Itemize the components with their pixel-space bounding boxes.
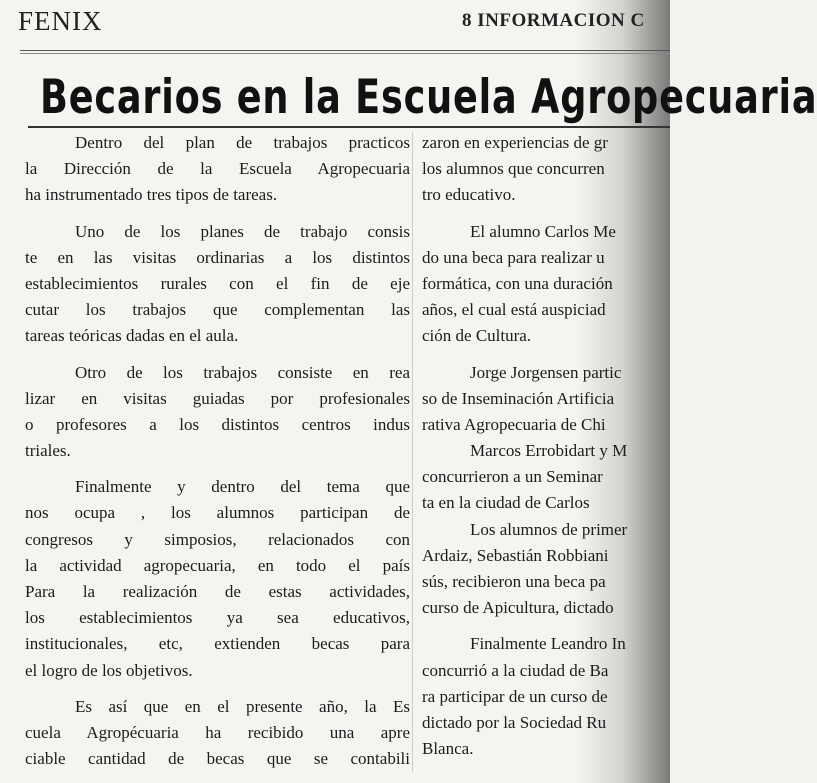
article-text-line: Blanca. — [422, 739, 474, 759]
article-text-line: ción de Cultura. — [422, 326, 532, 346]
article-text-line: dictado por la Sociedad Ru — [422, 712, 607, 732]
article-text-line: tareas teóricas dadas en el aula. — [25, 326, 239, 346]
article-text-line: curso de Apicultura, dictado — [422, 598, 614, 618]
article-text-line: años, el cual está auspiciad — [422, 300, 606, 320]
headline-rule — [28, 126, 670, 128]
paragraph-gap — [422, 209, 682, 219]
article-text-line: Es así que en el presente año, la Es — [75, 696, 410, 716]
page-section-header: 8 INFORMACION C — [462, 10, 645, 31]
article-text-line: la Dirección de la Escuela Agropecuaria — [25, 159, 410, 179]
article-text-line: ha instrumentado tres tipos de tareas. — [25, 185, 278, 205]
paragraph-gap — [422, 350, 682, 360]
article-text-line: la actividad agropecuaria, en todo el país — [25, 555, 410, 575]
article-text-line: o profesores a los distintos centros indus — [25, 414, 410, 434]
article-text-line: so de Inseminación Artificia — [422, 388, 615, 408]
article-text-line: institucionales, etc, extienden becas para — [25, 634, 410, 654]
article-text-line: ta en la ciudad de Carlos — [422, 493, 590, 513]
article-text-line: sús, recibieron una beca pa — [422, 572, 606, 591]
article-text-line: ra participar de un curso de — [422, 686, 608, 706]
article-text-line: Ardaiz, Sebastián Robbiani — [422, 545, 609, 565]
article-text-line: te en las visitas ordinarias a los distintos — [25, 247, 410, 267]
article-text-line: triales. — [25, 441, 71, 461]
article-text-line: tro educativo. — [422, 185, 516, 205]
article-text-line: rativa Agropecuaria de Chi — [422, 414, 606, 434]
article-text-line: concurrieron a un Seminar — [422, 467, 603, 487]
paragraph-gap — [25, 350, 410, 360]
column-divider — [412, 132, 413, 772]
article-text-line: el logro de los objetivos. — [25, 660, 193, 680]
article-text-line: Para la realización de estas actividades, — [25, 582, 410, 601]
article-text-line: Otro de los trabajos consiste en rea — [75, 362, 410, 382]
article-text-line: los alumnos que concurren — [422, 159, 605, 179]
paragraph-gap — [25, 209, 410, 219]
article-text-line: congresos y simposios, relacionados con — [25, 529, 410, 549]
article-text-line: concurrió a la ciudad de Ba — [422, 660, 609, 680]
paragraph-gap — [422, 621, 682, 631]
masthead-rule — [20, 50, 670, 51]
article-text-line: Uno de los planes de trabajo consis — [75, 221, 410, 241]
article-text-line: Marcos Errobidart y M — [470, 441, 628, 461]
masthead-title: FENIX — [18, 6, 103, 36]
paragraph-gap — [25, 684, 410, 694]
article-text-line: formática, con una duración — [422, 273, 613, 293]
article-text-line: Los alumnos de primer — [470, 519, 628, 539]
article-text-line: do una beca para realizar u — [422, 247, 605, 267]
article-text-line: Jorge Jorgensen partic — [470, 362, 622, 382]
masthead-rule-secondary — [20, 53, 670, 54]
paragraph-gap — [25, 464, 410, 474]
article-text-line: cuela Agropécuaria ha recibido una apre — [25, 722, 410, 742]
article-text-line: Finalmente Leandro In — [470, 634, 626, 654]
article-column-right — [422, 130, 682, 762]
article-text-line: lizar en visitas guiadas por profesionales — [25, 388, 410, 408]
article-headline: Becarios en la Escuela Agropecuaria — [40, 70, 817, 125]
article-text-line: zaron en experiencias de gr — [422, 133, 608, 152]
article-text-line: Dentro del plan de trabajos practicos — [75, 133, 410, 152]
article-text-line: Finalmente y dentro del tema que — [75, 477, 410, 497]
article-text-line: El alumno Carlos Me — [470, 221, 616, 241]
article-text-line: nos ocupa , los alumnos participan de — [25, 503, 410, 523]
article-column-left — [25, 130, 410, 772]
article-text-line: ciable cantidad de becas que se contabili — [25, 749, 410, 769]
article-text-line: cutar los trabajos que complementan las — [25, 300, 410, 320]
article-text-line: establecimientos rurales con el fin de eje — [25, 273, 410, 293]
article-text-line: los establecimientos ya sea educativos, — [25, 608, 410, 628]
